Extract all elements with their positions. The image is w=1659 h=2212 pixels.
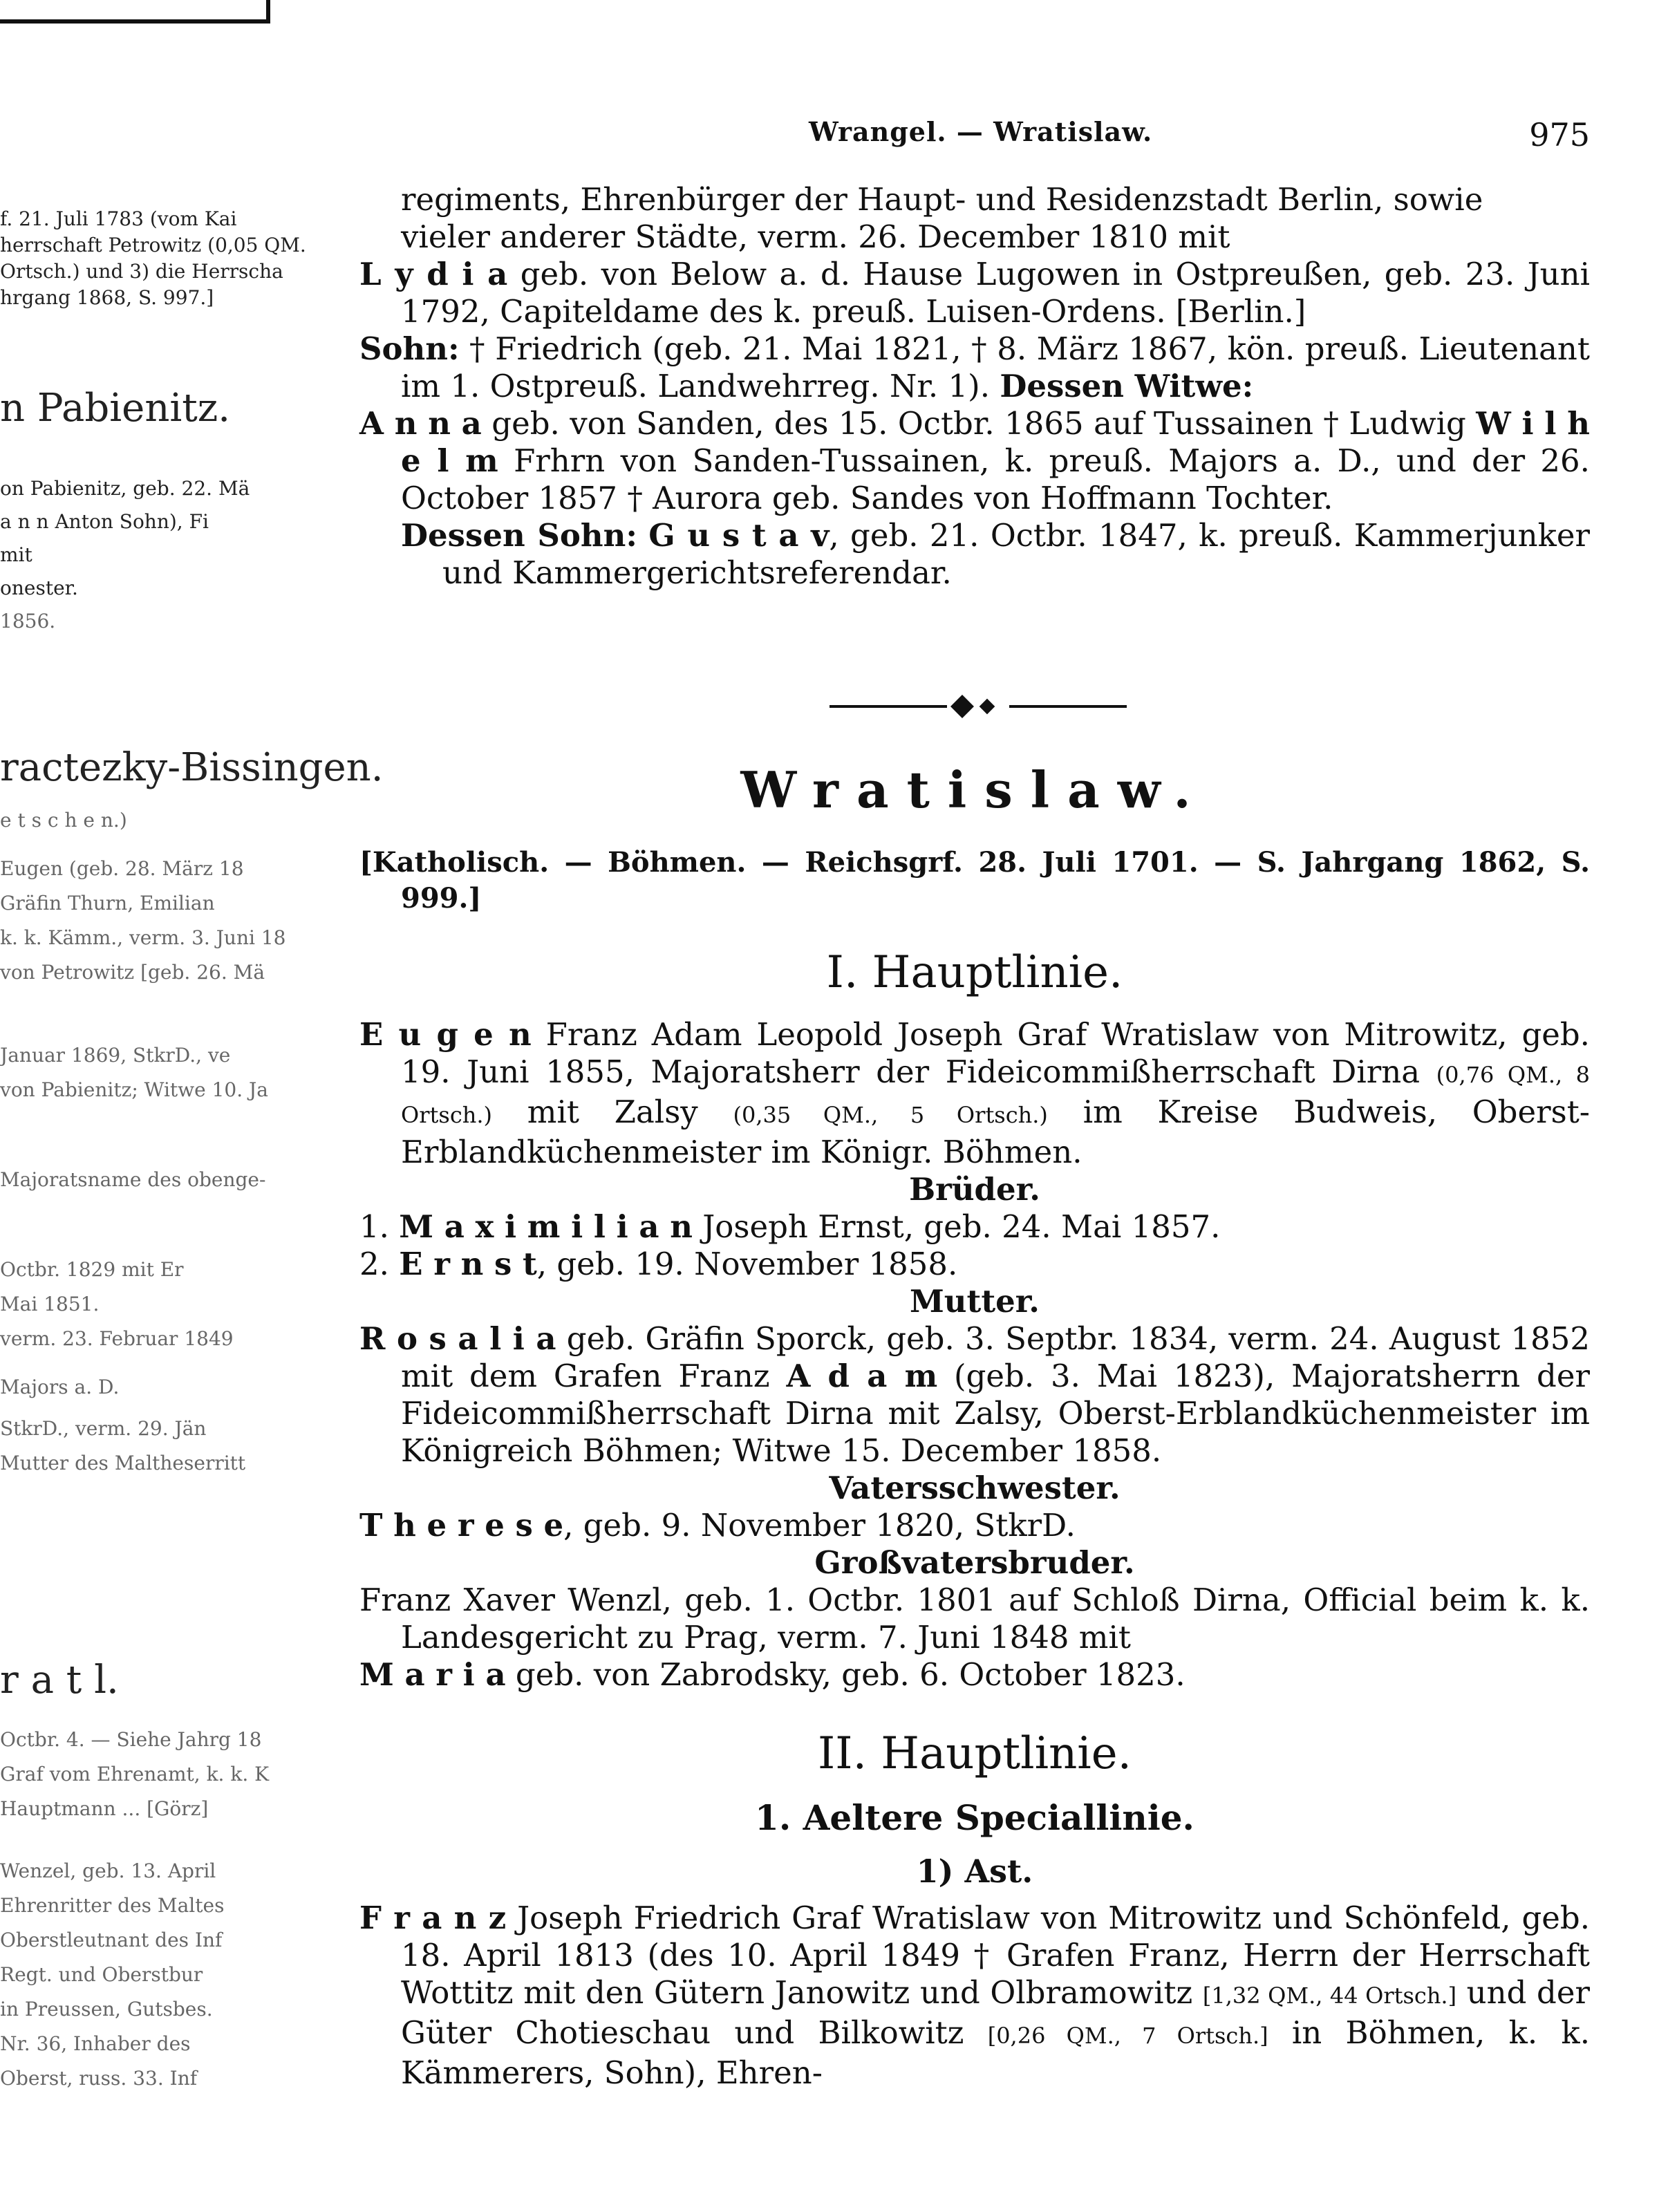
entry-therese: T h e r e s e, geb. 9. November 1820, StkrD.	[359, 1507, 1076, 1544]
person-name: W i l h e l m	[401, 405, 1591, 479]
heading-hauptlinie-2: II. Hauptlinie.	[818, 1728, 1132, 1779]
fragment-line: a n n Anton Sohn), Fi	[0, 510, 209, 533]
wrangel-continuation	[359, 181, 1590, 592]
family-meta-text: [Katholisch. — Böhmen. — Reichsgrf. 28. Juli 1701. — S. Jahrgang 1862, S. 999.]	[359, 846, 1590, 915]
fragment-line: Hauptmann ... [Görz]	[0, 1797, 209, 1820]
fragment-line: Ortsch.) und 3) die Herrscha	[0, 260, 283, 283]
text-line: vieler anderer Städte, verm. 26. December 1810 mit	[401, 218, 1230, 255]
fragment-line: Majoratsname des obenge-	[0, 1168, 266, 1191]
fragment-line: 1856.	[0, 610, 56, 632]
entry-franz-joseph: F r a n z Joseph Friedrich Graf Wratislaw von Mitrowitz und Schönfeld, geb. 18. April 1813 (des 10. April 1849 † Grafen Franz, Herrn der Herrschaft Wottitz mit den Gütern Janowitz und Olbramowitz [1,32 QM., 44 Ortsch.] und der Güter Chotieschau und Bilkowitz [0,26 QM., 7 Ortsch.] in Böhmen, k. k. Kämmerers, Sohn), Ehren-	[359, 1900, 1591, 2091]
fragment-line: Octbr. 4. — Siehe Jahrg 18	[0, 1728, 262, 1751]
fragment-line: Oberstleutnant des Inf	[0, 1929, 223, 1951]
heading-speciallinie: 1. Aeltere Speciallinie.	[755, 1797, 1194, 1838]
entry-gustav: Dessen Sohn: G u s t a v, geb. 21. Octbr. 1847, k. preuß. Kammerjunker und Kammergerichtsreferendar.	[401, 517, 1590, 591]
fragment-line: r a t l.	[0, 1658, 119, 1703]
fragment-line: Nr. 36, Inhaber des	[0, 2032, 191, 2055]
entry-maria: M a r i a geb. von Zabrodsky, geb. 6. October 1823.	[359, 1656, 1185, 1693]
text-line: regiments, Ehrenbürger der Haupt- und Residenzstadt Berlin, sowie	[401, 181, 1483, 218]
section-label: Dessen Witwe:	[1000, 368, 1254, 404]
person-name: E u g e n	[359, 1016, 532, 1053]
person-name: A n n a	[359, 405, 482, 442]
fragment-line: Mai 1851.	[0, 1293, 100, 1315]
running-head-title: Wrangel. — Wratislaw.	[809, 116, 1153, 147]
fragment-line: ractezky-Bissingen.	[0, 745, 384, 790]
fragment-line: onester.	[0, 577, 78, 599]
person-name: R o s a l i a	[359, 1320, 556, 1357]
section-label: Dessen Sohn:	[401, 517, 637, 554]
fragment-line: Octbr. 1829 mit Er	[0, 1258, 184, 1281]
entry-maximilian: 1. M a x i m i l i a n Joseph Ernst, geb. 24. Mai 1857.	[359, 1208, 1221, 1245]
fragment-line: Ehrenritter des Maltes	[0, 1894, 225, 1917]
fragment-line: Gräfin Thurn, Emilian	[0, 892, 215, 915]
label-vatersschwester: Vatersschwester.	[829, 1470, 1121, 1506]
label-brueder: Brüder.	[909, 1171, 1040, 1208]
fragment-line: n Pabienitz.	[0, 386, 231, 431]
person-name: E r n s t	[399, 1246, 537, 1282]
person-name: A d a m	[786, 1358, 938, 1394]
family-title: Wratislaw.	[740, 760, 1209, 819]
fragment-line: Regt. und Oberstbur	[0, 1963, 203, 1986]
label-grossvatersbruder: Großvatersbruder.	[814, 1544, 1135, 1581]
fragment-line: Eugen (geb. 28. März 18	[0, 857, 244, 880]
section-label: Sohn:	[359, 330, 460, 367]
fragment-line: Januar 1869, StkrD., ve	[0, 1044, 231, 1067]
label-mutter: Mutter.	[910, 1283, 1040, 1320]
fragment-line: on Pabienitz, geb. 22. Mä	[0, 477, 250, 500]
line1-entries	[359, 1016, 1590, 1694]
fragment-line: Majors a. D.	[0, 1376, 120, 1398]
fragment-line: e t s c h e n.)	[0, 809, 127, 832]
fragment-line: Graf vom Ehrenamt, k. k. K	[0, 1763, 270, 1785]
section-divider-ornament	[830, 698, 1127, 715]
person-name: M a r i a	[359, 1656, 506, 1693]
page-number: 975	[1529, 116, 1590, 153]
person-name: T h e r e s e	[359, 1507, 564, 1544]
family-meta	[359, 845, 1590, 917]
fragment-line: k. k. Kämm., verm. 3. Juni 18	[0, 926, 286, 949]
entry-rosalia: R o s a l i a geb. Gräfin Sporck, geb. 3. Septbr. 1834, verm. 24. August 1852 mit dem Grafen Franz A d a m (geb. 3. Mai 1823), Majoratsherrn der Fideicommißherrschaft Dirna mit Zalsy, Oberst-Erblandküchenmeister im Königreich Böhmen; Witwe 15. December 1858.	[359, 1320, 1591, 1469]
heading-ast: 1) Ast.	[916, 1853, 1033, 1890]
entry-franz-xaver: Franz Xaver Wenzl, geb. 1. Octbr. 1801 auf Schloß Dirna, Official beim k. k. Landesgericht zu Prag, verm. 7. Juni 1848 mit	[359, 1582, 1590, 1656]
fragment-line: von Pabienitz; Witwe 10. Ja	[0, 1078, 268, 1101]
person-name: M a x i m i l i a n	[399, 1208, 693, 1245]
fragment-line: von Petrowitz [geb. 26. Mä	[0, 961, 265, 984]
person-name: L y d i a	[359, 256, 508, 292]
fragment-line: StkrD., verm. 29. Jän	[0, 1417, 207, 1440]
fragment-line: mit	[0, 543, 32, 566]
fragment-line: Mutter des Maltheserritt	[0, 1452, 246, 1474]
adjacent-page-fragment	[0, 0, 384, 2212]
entry-sohn: Sohn: † Friedrich (geb. 21. Mai 1821, † 8. März 1867, kön. preuß. Lieutenant im 1. Ostpreuß. Landwehrreg. Nr. 1). Dessen Witwe:	[359, 330, 1590, 404]
fragment-line: herrschaft Petrowitz (0,05 QM.	[0, 234, 306, 256]
heading-hauptlinie-1: I. Hauptlinie.	[826, 947, 1123, 998]
entry-lydia: L y d i a geb. von Below a. d. Hause Lugowen in Ostpreußen, geb. 23. Juni 1792, Capiteldame des k. preuß. Luisen-Ordens. [Berlin.]	[359, 256, 1591, 330]
fragment-line: f. 21. Juli 1783 (vom Kai	[0, 207, 237, 230]
fragment-line: verm. 23. Februar 1849	[0, 1327, 234, 1350]
line2-entries	[359, 1900, 1590, 2092]
person-name: G u s t a v	[648, 517, 830, 554]
fragment-line: in Preussen, Gutsbes.	[0, 1998, 213, 2021]
entry-anna: A n n a geb. von Sanden, des 15. Octbr. 1865 auf Tussainen † Ludwig W i l h e l m Frhrn von Sanden-Tussainen, k. preuß. Majors a. D., und der 26. October 1857 † Aurora geb. Sandes von Hoffmann Tochter.	[359, 405, 1591, 516]
fragment-line: Oberst, russ. 33. Inf	[0, 2067, 198, 2090]
corner-rule	[0, 0, 270, 24]
fragment-line: hrgang 1868, S. 997.]	[0, 286, 214, 309]
person-name: F r a n z	[359, 1900, 507, 1936]
entry-ernst: 2. E r n s t, geb. 19. November 1858.	[359, 1246, 958, 1282]
running-head	[359, 116, 1590, 158]
fragment-line: Wenzel, geb. 13. April	[0, 1859, 216, 1882]
entry-eugen: E u g e n Franz Adam Leopold Joseph Graf Wratislaw von Mitrowitz, geb. 19. Juni 1855, Majoratsherr der Fideicommißherrschaft Dirna (0,76 QM., 8 Ortsch.) mit Zalsy (0,35 QM., 5 Ortsch.) im Kreise Budweis, Oberst-Erblandküchenmeister im Königr. Böhmen.	[359, 1016, 1591, 1170]
